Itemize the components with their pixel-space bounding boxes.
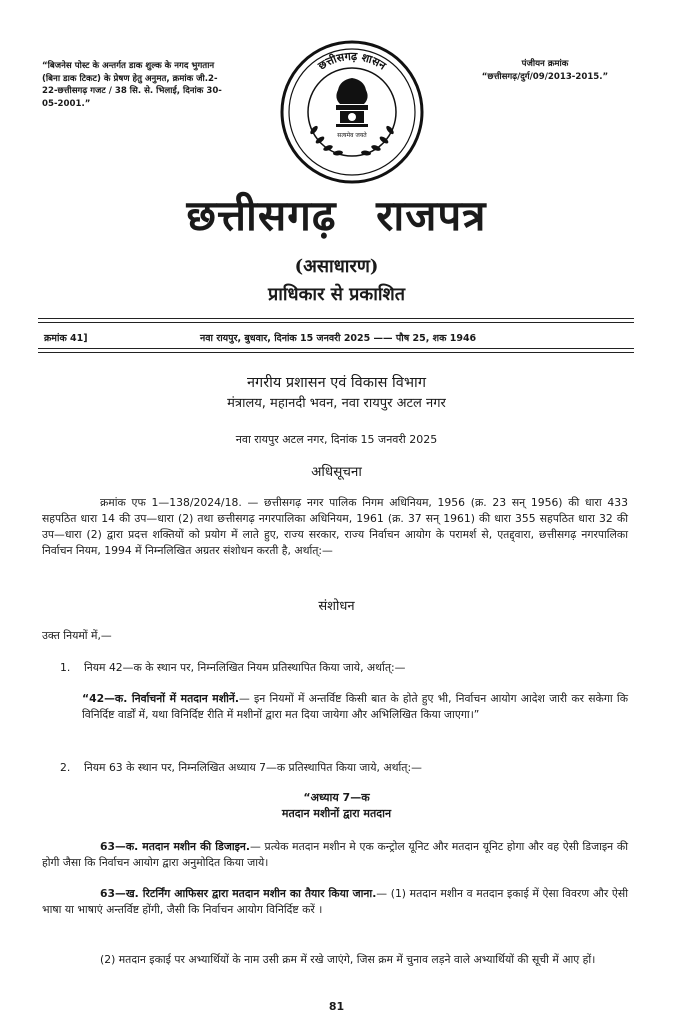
emblem-motto: सत्यमेव जयते	[337, 132, 367, 139]
chapter-title: मतदान मशीनों द्वारा मतदान	[281, 807, 392, 820]
rule-text: — इन नियमों में अन्तर्विष्ट किसी बात के होते हुए भी, निर्वाचन आयोग आदेश जारी कर सकेगा कि विनिर्दिष्ट वार्डों में, यथा विनिर्दिष्ट रीति में मशीनों द्वारा मत दिया जायेगा और अभिलिखित किया जाएगा।”	[82, 692, 628, 721]
gazette-type: (असाधारण)	[294, 256, 379, 277]
gazette-title: छत्तीसगढ़ राजपत्र	[186, 191, 487, 240]
registration-label: पंजीयन क्रमांक	[521, 59, 569, 69]
department-name: नगरीय प्रशासन एवं विकास विभाग	[247, 375, 426, 391]
rule-text: — (1) मतदान मशीन व मतदान इकाई में ऐसा विवरण और ऐसी भाषा या भाषाएं अन्तर्विष्ट होंगी, जैसी कि निर्वाचन आयोग विनिर्दिष्ट करें ।	[42, 887, 628, 916]
postal-note: “बिजनेस पोस्ट के अन्तर्गत डाक शुल्क के नगद भुगतान (बिना डाक टिकट) के प्रेषण हेतु अनुमत, क्रमांक जी.2-22-छत्तीसगढ़ गजट / 38 सि. से. भिलाई, दिनांक 30-05-2001.”	[42, 61, 222, 109]
rule-text: — प्रत्येक मतदान मशीन मे एक कन्ट्रोल यूनिट और मतदान यूनिट होगा और वह ऐसी डिजाइन की होगी जैसा कि निर्वाचन आयोग द्वारा अनुमोदित किया जाये।	[42, 840, 628, 869]
notification-body: क्रमांक एफ 1—138/2024/18. — छत्तीसगढ़ नगर पालिक निगम अधिनियम, 1956 (क्र. 23 सन् 1956) की धारा 433 सहपठित धारा 14 की उप—धारा (2) तथा छत्तीसगढ़ नगरपालिका अधिनियम, 1961 (क्र. 37 सन् 1961) की धारा 355 सहपठित धारा 32 की उप—धारा (2) द्वारा प्रदत्त शक्तियों को प्रयोग में लाते हुए, राज्य सरकार, राज्य निर्वाचन आयोग के परामर्श से, एतद्द्वारा, छत्तीसगढ़ नगरपालिका निर्वाचन नियम, 1994 में निम्नलिखित अग्रतर संशोधन करती है, अर्थात्:—	[42, 496, 628, 557]
list-item	[60, 760, 628, 776]
divider	[38, 352, 634, 353]
rule-42k	[82, 691, 628, 723]
item-text: नियम 42—क के स्थान पर, निम्नलिखित नियम प्रतिस्थापित किया जाये, अर्थात्:—	[84, 661, 406, 674]
registration-number: “छत्तीसगढ़/दुर्ग/09/2013-2015.”	[481, 72, 609, 82]
divider	[38, 322, 634, 323]
list-item	[60, 660, 628, 676]
amendment-heading: संशोधन	[318, 599, 355, 614]
notification-heading: अधिसूचना	[311, 464, 362, 480]
publication-authority: प्राधिकार से प्रकाशित	[267, 284, 406, 305]
state-emblem-icon	[278, 38, 426, 186]
notice-date: नवा रायपुर अटल नगर, दिनांक 15 जनवरी 2025	[235, 433, 438, 446]
item-number: 1.	[60, 661, 71, 674]
registration-block	[445, 58, 645, 84]
item-text: नियम 63 के स्थान पर, निम्नलिखित अध्याय 7—क प्रतिस्थापित किया जाये, अर्थात्:—	[84, 761, 422, 774]
issue-date-line: नवा रायपुर, बुधवार, दिनांक 15 जनवरी 2025 —— पौष 25, शक 1946	[200, 333, 477, 344]
svg-text:छत्तीसगढ़ शासन	[315, 50, 389, 73]
rule-heading: 63—ख. रिटर्निंग आफिसर द्वारा मतदान मशीन का तैयार किया जाना.	[100, 887, 377, 900]
rule-heading: 63—क. मतदान मशीन की डिजाइन.	[100, 840, 251, 853]
item-number: 2.	[60, 761, 71, 774]
page-number: 81	[328, 1000, 345, 1013]
emblem-ring-text: छत्तीसगढ़ शासन	[315, 49, 389, 73]
divider	[38, 348, 634, 349]
divider	[38, 318, 634, 319]
rule-63kh-sub2: (2) मतदान इकाई पर अभ्यार्थियों के नाम उसी क्रम में रखे जाएंगे, जिस क्रम में चुनाव लड़ने वाले अभ्यार्थियों की सूची में आए हों।	[100, 953, 596, 966]
rule-heading: “42—क. निर्वाचनों में मतदान मशीनें.	[82, 692, 239, 705]
intro-text: उक्त नियमों में,—	[42, 629, 112, 642]
rule-63kh	[42, 886, 628, 918]
chapter-number: “अध्याय 7—क	[303, 791, 370, 804]
rule-63k	[42, 839, 628, 871]
issue-number: क्रमांक 41]	[44, 333, 88, 344]
department-address: मंत्रालय, महानदी भवन, नवा रायपुर अटल नगर	[227, 396, 446, 411]
